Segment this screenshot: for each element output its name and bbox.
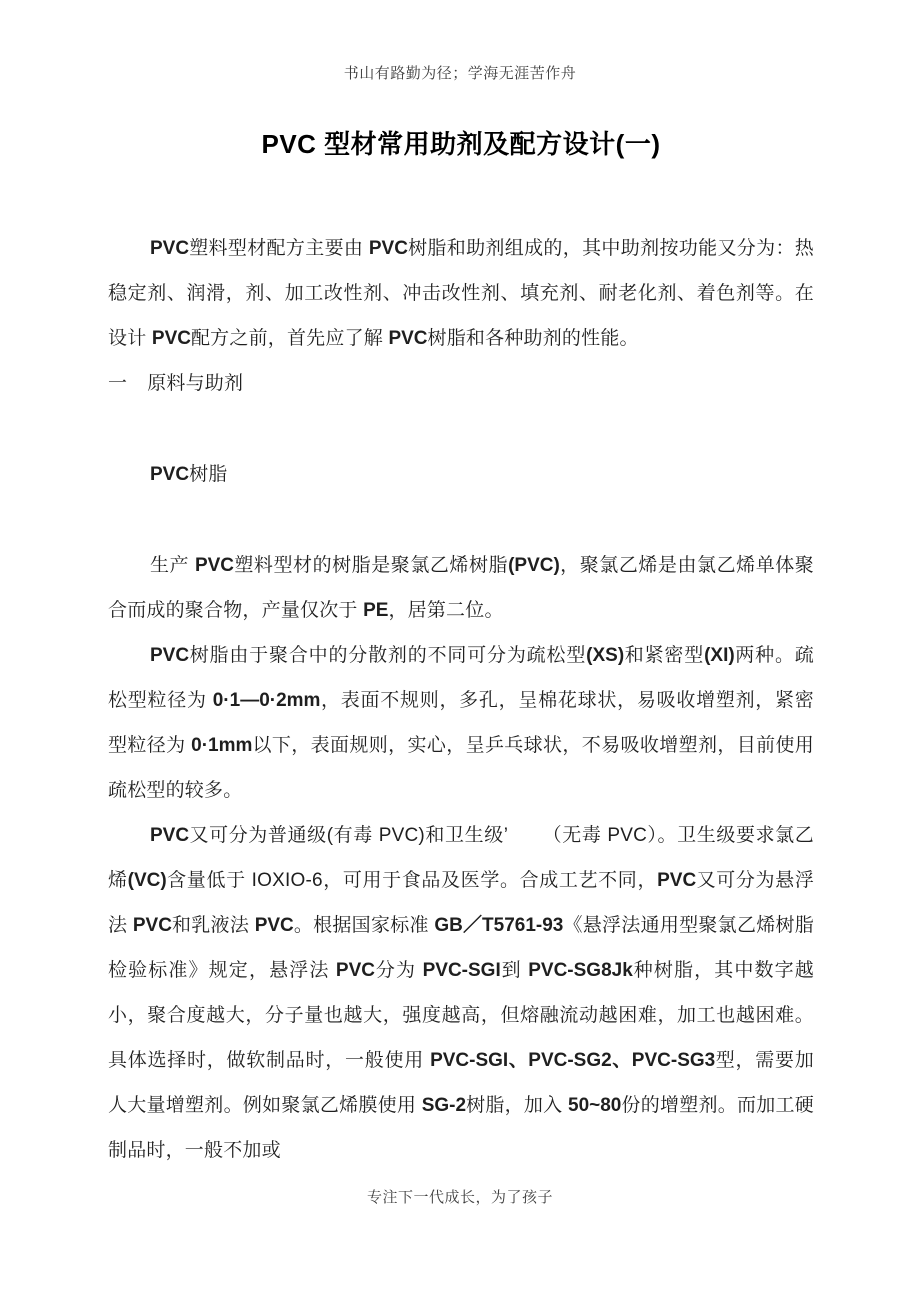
text-run: PVC: [335, 960, 375, 981]
text-run: （无毒 PVC）: [542, 825, 658, 846]
text-run: 到: [500, 960, 529, 981]
text-run: (有毒 PVC): [326, 825, 425, 846]
text-run: PVC: [150, 825, 190, 846]
text-run: 树脂和助剂组成的，其中助剂按功能又分为：热稳定剂、润滑，剂、加工改性剂、冲击改性剂、填充剂、耐老化剂、着色剂等。在设计: [108, 238, 814, 349]
text-run: ，表面不规则，多孔，呈棉花球状，易吸收增塑剂，紧密型粒径为: [108, 690, 814, 756]
sub-heading-pvc-resin: [108, 452, 814, 497]
text-run: 生产: [150, 555, 195, 576]
text-run: ，可用于食品及医学。合成工艺不同，: [322, 870, 658, 891]
text-run: PVC: [254, 915, 294, 936]
text-run: IOXIO-6: [251, 870, 323, 891]
text-run: 树脂，加入: [466, 1095, 568, 1116]
text-run: 和紧密型: [624, 645, 705, 666]
text-run: 又可分为普通级: [189, 825, 327, 846]
subheading-spacer: [108, 497, 814, 543]
text-run: (XI): [704, 645, 735, 666]
text-run: 0·1—0·2mm: [212, 690, 321, 711]
text-run: PE: [363, 600, 389, 621]
text-run: 又可分为悬浮法: [108, 870, 815, 936]
section-label: 原料与助剂: [147, 373, 244, 394]
text-run: 配方之前，首先应了解: [190, 328, 389, 349]
title-spacer: [108, 170, 814, 226]
heading-spacer: [108, 406, 814, 452]
text-run: 塑料型材的树脂是聚氯乙烯树脂: [234, 555, 509, 576]
text-run: PVC: [150, 645, 190, 666]
text-run: 型，需要加人大量增塑剂。例如聚氯乙烯膜使用: [108, 1050, 814, 1116]
text-run: (PVC): [508, 555, 560, 576]
text-run: 分为: [374, 960, 423, 981]
page-title: PVC 型材常用助剂及配方设计(一): [261, 129, 661, 159]
text-run: 。根据国家标准: [293, 915, 435, 936]
text-run: PVC: [150, 464, 190, 485]
text-run: PVC: [388, 328, 428, 349]
text-run: 两种。疏松型粒径为: [108, 645, 814, 711]
text-run: 50~80: [568, 1095, 622, 1116]
text-run: 《悬浮法通用型聚氯乙烯树脂检验标准》规定，悬浮法: [108, 915, 814, 981]
text-run: ，居第二位。: [388, 600, 504, 621]
text-run: PVC-SG8Jk: [528, 960, 633, 981]
text-run: GB／T5761-93: [434, 915, 564, 936]
text-run: PVC: [368, 238, 408, 259]
text-run: 种树脂，其中数字越小，聚合度越大，分子量也越大，强度越高，但熔融流动越困难，加工也越困难。具体选择时，做软制品时，一般使用: [108, 960, 814, 1071]
text-run: 以下，表面规则，实心，呈乒乓球状，不易吸收增塑剂，目前使用疏松型的较多。: [108, 735, 815, 801]
document-body: [108, 118, 814, 1173]
paragraph-intro: [108, 226, 814, 361]
text-run: 和卫生级’: [424, 825, 509, 846]
text-run: PVC-SGI、PVC-SG2、PVC-SG3: [430, 1050, 716, 1071]
paragraph-resin-origin: [108, 543, 814, 633]
running-header: 书山有路勤为径；学海无涯苦作舟: [343, 65, 577, 82]
paragraph-resin-grades: [108, 813, 814, 1173]
text-run: PVC: [132, 915, 172, 936]
text-run: 。卫生级要求氯乙烯: [108, 825, 814, 891]
text-run: SG-2: [421, 1095, 467, 1116]
text-run: 树脂和各种助剂的性能。: [427, 328, 639, 349]
paragraph-resin-types: [108, 633, 814, 813]
section-heading-materials: [108, 361, 814, 406]
text-run: PVC: [194, 555, 235, 576]
text-run: 和乳液法: [171, 915, 255, 936]
text-run: 0·1mm: [191, 735, 253, 756]
text-run: 份的增塑剂。而加工硬制品时，一般不加或: [108, 1095, 814, 1161]
text-run: PVC: [150, 238, 190, 259]
text-run: 塑料型材配方主要由: [189, 238, 369, 259]
text-run: PVC: [657, 870, 697, 891]
text-run: (VC): [127, 870, 167, 891]
text-run: 树脂: [189, 464, 228, 485]
running-footer: 专注下一代成长，为了孩子: [366, 1189, 553, 1206]
section-number: 一: [108, 373, 128, 394]
text-run: PVC-SGI: [422, 960, 501, 981]
text-run: PVC: [151, 328, 191, 349]
text-run: (XS): [586, 645, 625, 666]
text-run: 树脂由于聚合中的分散剂的不同可分为疏松型: [189, 645, 587, 666]
text-run: ，聚氯乙烯是由氯乙烯单体聚合而成的聚合物，产量仅次于: [108, 555, 814, 621]
text-run: 含量低于: [166, 870, 252, 891]
